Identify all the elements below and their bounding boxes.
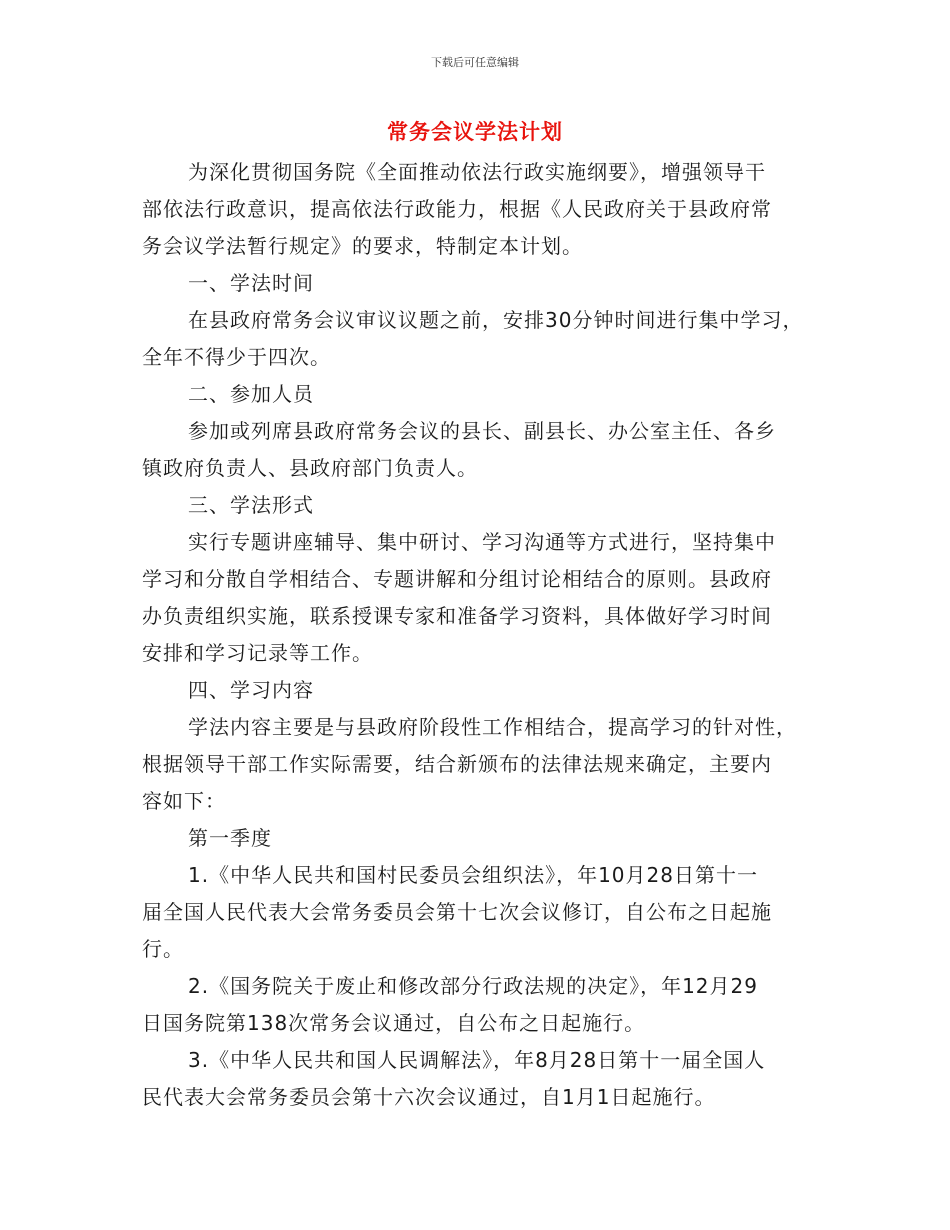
paragraph-line: 第一季度	[188, 826, 272, 850]
paragraph	[142, 1042, 810, 1116]
paragraph	[142, 820, 810, 857]
paragraph-line: 办负责组织实施，联系授课专家和准备学习资料，具体做好学习时间	[142, 604, 772, 628]
document-body	[142, 154, 810, 1116]
paragraph-line: 实行专题讲座辅导、集中研讨、学习沟通等方式进行，坚持集中	[188, 530, 776, 554]
paragraph-line: 全年不得少于四次。	[142, 345, 331, 369]
paragraph-line: 学习和分散自学相结合、专题讲解和分组讨论相结合的原则。县政府	[142, 567, 772, 591]
paragraph-line: 务会议学法暂行规定》的要求，特制定本计划。	[142, 234, 583, 258]
paragraph-line: 学法内容主要是与县政府阶段性工作相结合，提高学习的针对性，	[188, 715, 797, 739]
paragraph	[142, 857, 810, 968]
paragraph	[142, 524, 810, 672]
paragraph-line: 1.《中华人民共和国村民委员会组织法》，年10月28日第十一	[188, 863, 758, 887]
paragraph-line: 日国务院第138次常务会议通过，自公布之日起施行。	[142, 1011, 646, 1035]
paragraph-line: 二、参加人员	[188, 382, 314, 406]
paragraph-line: 部依法行政意识，提高依法行政能力，根据《人民政府关于县政府常	[142, 197, 772, 221]
document-title: 常务会议学法计划	[387, 120, 563, 144]
paragraph	[142, 487, 810, 524]
paragraph	[142, 413, 810, 487]
paragraph	[142, 709, 810, 820]
paragraph-line: 容如下：	[142, 789, 226, 813]
page-header-note: 下载后可任意编辑	[431, 56, 519, 69]
paragraph	[142, 376, 810, 413]
paragraph	[142, 154, 810, 265]
paragraph-line: 2.《国务院关于废止和修改部分行政法规的决定》，年12月29	[188, 974, 758, 998]
paragraph	[142, 968, 810, 1042]
paragraph	[142, 672, 810, 709]
paragraph-line: 行。	[142, 937, 184, 961]
paragraph-line: 在县政府常务会议审议议题之前，安排30分钟时间进行集中学习，	[188, 308, 804, 332]
paragraph	[142, 265, 810, 302]
paragraph-line: 镇政府负责人、县政府部门负责人。	[142, 456, 478, 480]
paragraph-line: 参加或列席县政府常务会议的县长、副县长、办公室主任、各乡	[188, 419, 776, 443]
paragraph-line: 三、学法形式	[188, 493, 314, 517]
paragraph-line: 四、学习内容	[188, 678, 314, 702]
paragraph-line: 3.《中华人民共和国人民调解法》，年8月28日第十一届全国人	[188, 1048, 766, 1072]
paragraph-line: 根据领导干部工作实际需要，结合新颁布的法律法规来确定，主要内	[142, 752, 772, 776]
paragraph-line: 为深化贯彻国务院《全面推动依法行政实施纲要》，增强领导干	[188, 160, 766, 184]
paragraph-line: 届全国人民代表大会常务委员会第十七次会议修订，自公布之日起施	[142, 900, 772, 924]
paragraph	[142, 302, 810, 376]
paragraph-line: 民代表大会常务委员会第十六次会议通过，自1月1日起施行。	[142, 1085, 716, 1109]
paragraph-line: 一、学法时间	[188, 271, 314, 295]
paragraph-line: 安排和学习记录等工作。	[142, 641, 373, 665]
